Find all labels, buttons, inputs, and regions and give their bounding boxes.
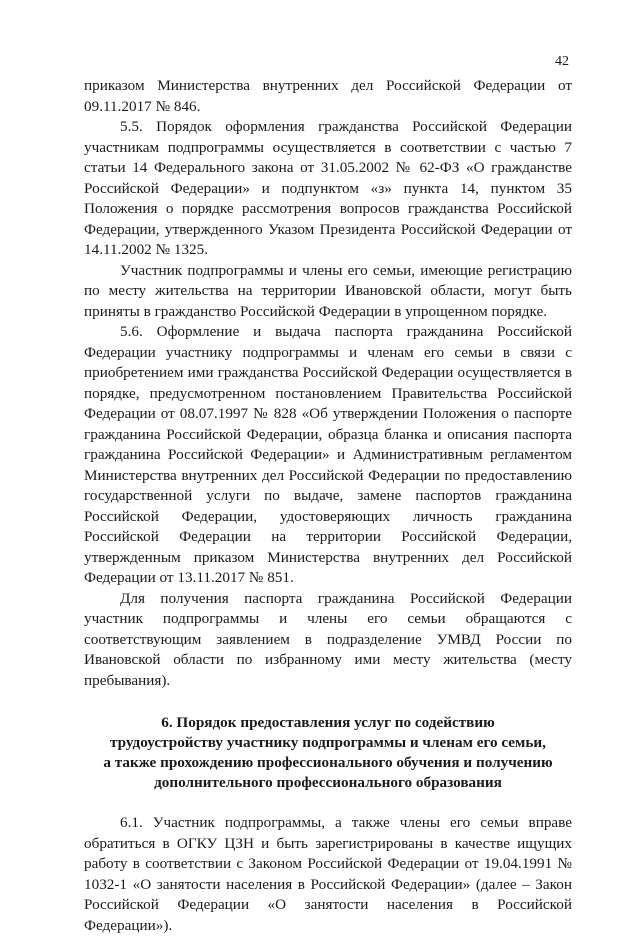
heading-line: 6. Порядок предоставления услуг по содействию — [161, 714, 495, 731]
paragraph-5-6: 5.6. Оформление и выдача паспорта гражданина Российской Федерации участнику подпрограммы и членам его семьи в связи с приобретением ими гражданства Российской Федерации осуществляется в порядке, предусмотренном постановлением Правительства Российской Федерации от 08.07.1997 № 828 «Об утверждении Положения о паспорте гражданина Российской Федерации, образца бланка и описания паспорта гражданина Российской Федерации» и Административным регламентом Министерства внутренних дел Российской Федерации по предоставлению государственной услуги по выдаче, замене паспортов гражданина Российской Федерации, удостоверяющих личность гражданина Российской Федерации на территории Российской Федерации, утвержденным приказом Министерства внутренних дел Российской Федерации от 13.11.2017 № 851. — [84, 323, 572, 586]
page-number: 42 — [555, 54, 569, 69]
body-text — [84, 76, 572, 936]
paragraph-5-6-passport: Для получения паспорта гражданина Российской Федерации участник подпрограммы и члены его семьи обращаются с соответствующим заявлением в подразделение УМВД России по Ивановской области по избранному ими месту жительства (месту пребывания). — [84, 589, 572, 689]
paragraph-6-1: 6.1. Участник подпрограммы, а также члены его семьи вправе обратиться в ОГКУ ЦЗН и быть зарегистрированы в качестве ищущих работу в соответствии с Законом Российской Федерации от 19.04.1991 № 1032-1 «О занятости населения в Российской Федерации» (далее – Закон Российской Федерации «О занятости населения в Российской Федерации»). — [84, 814, 572, 934]
heading-line: дополнительного профессионального образования — [154, 774, 502, 791]
heading-line: трудоустройству участнику подпрограммы и членам его семьи, — [110, 734, 546, 751]
section-6-heading — [84, 713, 572, 793]
paragraph-continuation: приказом Министерства внутренних дел Российской Федерации от 09.11.2017 № 846. — [84, 77, 572, 115]
paragraph-5-5-registration: Участник подпрограммы и члены его семьи, имеющие регистрацию по месту жительства на территории Ивановской области, могут быть приняты в гражданство Российской Федерации в упрощенном порядке. — [84, 261, 572, 320]
paragraph-5-5: 5.5. Порядок оформления гражданства Российской Федерации участникам подпрограммы осуществляется в соответствии с частью 7 статьи 14 Федерального закона от 31.05.2002 № 62-ФЗ «О гражданстве Российской Федерации» и подпунктом «з» пункта 14, пунктом 35 Положения о порядке рассмотрения вопросов гражданства Российской Федерации, утвержденного Указом Президента Российской Федерации от 14.11.2002 № 1325. — [84, 118, 572, 258]
heading-line: а также прохождению профессионального обучения и получению — [103, 754, 553, 771]
